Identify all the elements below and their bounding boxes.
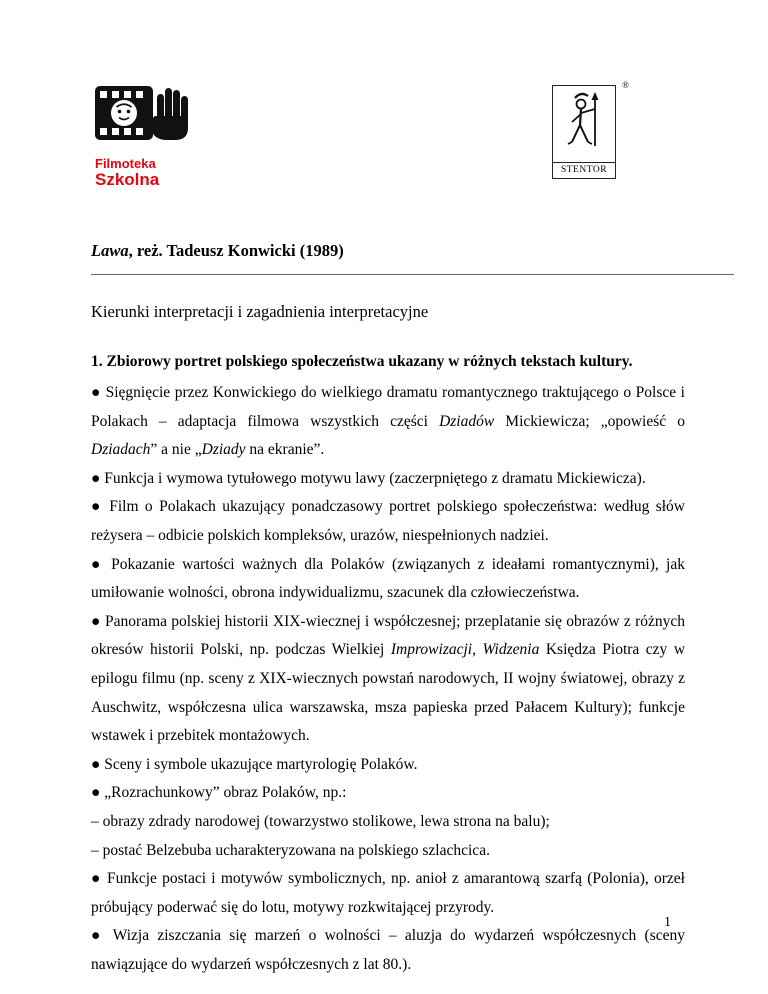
text-segment: Improwizacji [390, 641, 473, 659]
title-rest: , reż. Tadeusz Konwicki (1989) [128, 241, 344, 260]
paragraph [91, 551, 685, 608]
section-heading: 1. Zbiorowy portret polskiego społeczeństwa ukazany w różnych tekstach kultury. [91, 353, 633, 370]
stentor-logo [552, 80, 629, 179]
text-segment: ● Funkcja i wymowa tytułowego motywu lawy (zaczerpniętego z dramatu Mickiewicza). [91, 469, 646, 487]
text-segment: ● Pokazanie wartości ważnych dla Polaków (związanych z ideałami romantycznymi), jak umiłowanie wolności, obrona indywidualizmu, szacunek dla człowieczeństwa. [91, 555, 685, 602]
filmoteka-szkolna-logo [95, 82, 205, 189]
paragraph [91, 837, 685, 866]
stentor-warrior-icon [559, 89, 609, 151]
paragraph [91, 865, 685, 922]
paragraph [91, 608, 685, 751]
paragraph [91, 493, 685, 550]
text-segment: Widzenia [482, 641, 540, 659]
text-segment: ” a nie „ [150, 441, 202, 459]
text-segment: Dziady [201, 441, 246, 459]
paragraph [91, 779, 685, 808]
text-segment: Dziadów [439, 412, 495, 430]
filmoteka-logo-text-line1: Filmoteka [95, 156, 156, 171]
text-segment: – obrazy zdrady narodowej (towarzystwo stolikowe, lewa strona na balu); [91, 812, 550, 830]
title-italic-part: Lawa [91, 241, 129, 260]
text-segment: ● „Rozrachunkowy” obraz Polaków, np.: [91, 784, 347, 802]
text-segment: ● Funkcje postaci i motywów symbolicznych, np. anioł z amarantową szarfą (Polonia), orzeł próbujący poderwać się do lotu, motywy rozkwitającej przyrody. [91, 870, 685, 916]
filmstrip-hand-icon [95, 82, 195, 148]
text-segment: ● Sceny i symbole ukazujące martyrologię Polaków. [91, 755, 418, 773]
text-segment: ● Film o Polakach ukazujący ponadczasowy portret polskiego społeczeństwa: według słów reżysera – odbicie polskich kompleksów, urazów, niespełnionych nadziei. [91, 498, 685, 544]
text-segment: ● Panorama polskiej historii XIX-wiecznej i współczesnej; przeplatanie się obrazów z różnych okresów historii Polski, np. podczas Wielkiej [91, 612, 685, 659]
filmoteka-logo-text-line2: Szkolna [95, 170, 160, 189]
paragraph [91, 808, 685, 837]
stentor-logo-label: STENTOR [553, 162, 615, 178]
document-subtitle: Kierunki interpretacji i zagadnienia interpretacyjne [91, 302, 429, 321]
paragraph-list [91, 379, 685, 979]
page-number: 1 [664, 915, 671, 930]
text-segment: ● Wizja ziszczania się marzeń o wolności – aluzja do wydarzeń współczesnych (sceny nawiązujące do wydarzeń współczesnych z lat 80.). [91, 927, 685, 973]
paragraph [91, 465, 685, 494]
text-segment: na ekranie”. [245, 441, 325, 459]
document-title [91, 241, 344, 261]
paragraph [91, 751, 685, 780]
paragraph [91, 922, 685, 979]
text-segment: ● Sięgnięcie przez Konwickiego do wielkiego dramatu romantycznego traktującego o Polsce i Polakach – adaptacja filmowa wszystkich części [91, 384, 685, 430]
text-segment: Dziadach [91, 441, 151, 459]
text-segment: Mickiewicza; „opowieść o [494, 412, 685, 430]
paragraph [91, 379, 685, 465]
stentor-logo-box [552, 85, 616, 179]
registered-trademark-icon: ® [622, 80, 629, 90]
text-segment: – postać Belzebuba ucharakteryzowana na polskiego szlachcica. [91, 841, 490, 859]
text-segment: Księdza Piotra czy w epilogu filmu (np. sceny z XIX-wiecznych powstań narodowych, II wojny światowej, obrazy z Auschwitz, współczesna ulica warszawska, msza papieska przed Pałacem Kultury); funkcje wstawek i przebitek montażowych. [91, 641, 686, 745]
horizontal-rule [91, 274, 734, 275]
text-segment: , [472, 641, 483, 659]
